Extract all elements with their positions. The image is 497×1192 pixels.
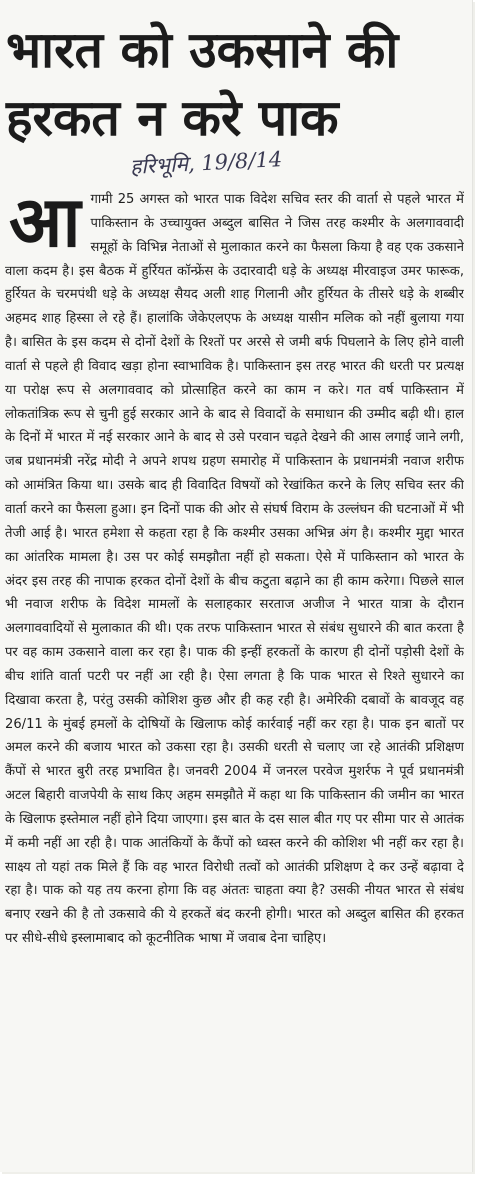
headline-line-1: भारत को उकसाने की [6,21,399,79]
handwritten-date-note: हरिभूमि, 19/8/14 [129,147,283,179]
article-body [5,188,464,1158]
article-text: गामी 25 अगस्त को भारत पाक विदेश सचिव स्तर की वार्ता से पहले भारत में पाकिस्तान के उच्चायुक्त अब्दुल बासित ने जिस तरह कश्मीर के अलगाववादी समूहों के विभिन्न नेताओं से मुलाकात करने का फैसला किया है वह एक उकसाने वाला कदम है। इस बैठक में हुर्रियत कॉन्फ्रेंस के उदारवादी धड़े के अध्यक्ष मीरवाइज उमर फारूक, हुर्रियत के चरमपंथी धड़े के अध्यक्ष सैयद अली शाह गिलानी और हुर्रियत के तीसरे धड़े के शब्बीर अहमद शाह हिस्सा ले रहे हैं। हालांकि जेकेएलएफ के अध्यक्ष यासीन मलिक को नहीं बुलाया गया है। बासित के इस कदम से दोनों देशों के रिश्तों पर अरसे से जमी बर्फ पिघलाने के लिए होने वाली वार्ता से पहले ही विवाद खड़ा होना स्वाभाविक है। पाकिस्तान इस तरह भारत की धरती पर प्रत्यक्ष या परोक्ष रूप से अलगाववाद को प्रोत्साहित करने का काम न करे। गत वर्ष पाकिस्तान में लोकतांत्रिक रूप से चुनी हुई सरकार आने के बाद से विवादों के समाधान की उम्मीद बढ़ी थी। हाल के दिनों में भारत में नई सरकार आने के बाद से उसे परवान चढ़ते देखने की आस लगाई जाने लगी, जब प्रधानमंत्री नरेंद्र मोदी ने अपने शपथ ग्रहण समारोह में पाकिस्तान के प्रधानमंत्री नवाज शरीफ को आमंत्रित किया था। उसके बाद ही विवादित विषयों को रेखांकित करने के लिए सचिव स्तर की वार्ता करने का फैसला हुआ। इन दिनों पाक की ओर से संघर्ष विराम के उल्लंघन की घटनाओं में भी तेजी आई है। भारत हमेशा से कहता रहा है कि कश्मीर उसका अभिन्न अंग है। कश्मीर मुद्दा भारत का आंतरिक मामला है। उस पर कोई समझौता नहीं हो सकता। ऐसे में पाकिस्तान को भारत के अंदर इस तरह की नापाक हरकत दोनों देशों के बीच कटुता बढ़ाने का ही काम करेगा। पिछले साल भी नवाज शरीफ के विदेश मामलों के सलाहकार सरताज अजीज ने भारत यात्रा के दौरान अलगाववादियों से मुलाकात की थी। एक तरफ पाकिस्तान भारत से संबंध सुधारने की बात करता है पर वह काम उकसाने वाला कर रहा है। पाक की इन्हीं हरकतों के कारण ही दोनों पड़ोसी देशों के बीच शांति वार्ता पटरी पर नहीं आ रही है। ऐसा लगता है कि पाक भारत से रिश्ते सुधारने का दिखावा करता है, परंतु उसकी कोशिश कुछ और ही कह रही है। अमेरिकी दबावों के बावजूद वह 26/11 के मुंबई हमलों के दोषियों के खिलाफ कोई कार्रवाई नहीं कर रहा है। पाक इन बातों पर अमल करने की बजाय भारत को उकसा रहा है। उसकी धरती से चलाए जा रहे आतंकी प्रशिक्षण कैंपों से भारत बुरी तरह प्रभावित है। जनवरी 2004 में जनरल परवेज मुशर्रफ ने पूर्व प्रधानमंत्री अटल बिहारी वाजपेयी के साथ किए अहम समझौते में कहा था कि पाकिस्तान की जमीन का भारत के खिलाफ इस्तेमाल नहीं होने दिया जाएगा। इस बात के दस साल बीत गए पर सीमा पार से आतंक में कमी नहीं आ रही है। पाक आतंकियों के कैंपों को ध्वस्त करने की कोशिश भी नहीं कर रहा है। साक्ष्य तो यहां तक मिले हैं कि वह भारत विरोधी तत्वों को आतंकी प्रशिक्षण दे कर उन्हें बढ़ावा दे रहा है। पाक को यह तय करना होगा कि वह अंततः चाहता क्या है? उसकी नीयत भारत से संबंध बनाए रखने की है तो उकसावे की ये हरकतें बंद करनी होगी। भारत को अब्दुल बासित की हरकत पर सीधे-सीधे इस्लामाबाद को कूटनीतिक भाषा में जवाब देना चाहिए। [5,192,464,947]
headline-line-2: हरकत न करे पाक [6,89,339,147]
drop-cap: आ [9,188,81,263]
